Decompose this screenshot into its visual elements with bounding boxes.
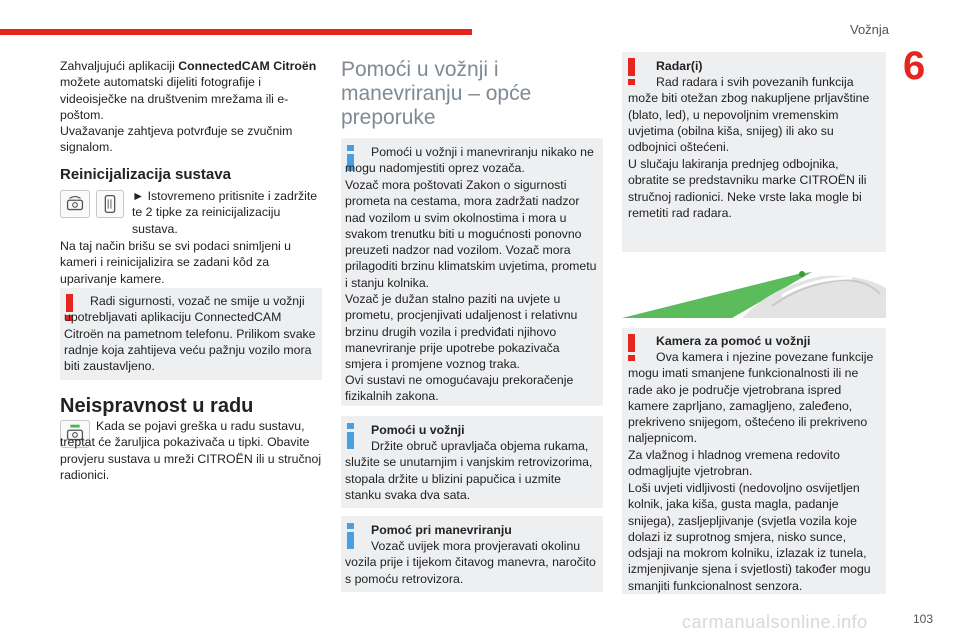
info1-body-3: Ovi sustavi ne omogućavaju prekoračenje fizikalnih zakona. [345,373,574,404]
reset-step-1 [132,188,322,237]
mirror-button-icon [96,190,124,218]
radar-text: Rad radara i svih povezanih funkcija može biti otežan zbog nakupljene prljavštine (blato, led), u nepovoljnim vremenskim uvjetima (obilna kiša, snijeg) ili ako su odbojnici oštećeni. [628,75,870,155]
radar-title: Radar(i) [656,59,703,73]
intro-text: Zahvaljujući aplikaciji [60,59,179,73]
warning-box [60,288,322,380]
radar-text-2: U slučaju lakiranja prednjeg odbojnika, obratite se predstavniku marke CITROËN ili stručnoj radionici. Neke vrste laka mogle bi remetiti rad radara. [628,157,867,220]
camera-text-2: Za vlažnog i hladnog vremena redovito odmagljujte vjetrobran. [628,448,840,479]
info3-title: Pomoć pri manevriranju [371,523,512,537]
car-windscreen-camera-illustration [622,266,886,318]
camera-text-3: Loši uvjeti vidljivosti (nedovoljno osvijetljen kolnik, jaka kiša, gusta magla, padanje snijega), zasljepljivanje (svjetla vozila koje dolazi iz suprotnog smjera, nisko sunce, odsjaji na mokrom kolniku, izlazak iz tunela, izmjenjivanje sjena i svjetlosti) također mogu smanjiti funkcionalnost senzora. [628,481,871,593]
info1-body: Vozač mora poštovati Zakon o sigurnosti prometa na cestama, mora zadržati nadzor nad vozilom u svim okolnostima i mora u svakom trenutku biti u mogućnosti ponovno preuzeti nadzor nad vozilom. Vozač mora prilagoditi brzinu klimatskim uvjetima, prometu i stanju kolnika. [345,178,597,290]
fault-text: Kada se pojavi greška u radu sustavu, treptat će žaruljica pokazivača u tipki. Obavite provjeru sustava u mreži CITROËN ili u stručnoj radionici. [60,419,322,482]
info2-title: Pomoći u vožnji [371,423,465,437]
reset-heading: Reinicijalizacija sustava [60,166,231,183]
page-number: 103 [913,612,934,626]
camera-button-icon [60,190,90,218]
info3-text: Vozač uvijek mora provjeravati okolinu vozila prije i tijekom čitavog manevra, naročito s pomoću retrovizora. [345,539,596,586]
camera-title: Kamera za pomoć u vožnji [656,334,811,348]
section-title: Vožnja [850,22,890,37]
intro-text-cont: možete automatski dijeliti fotografije i videoisječke na društvenim mrežama ili e-poštom. [60,75,289,122]
app-name: ConnectedCAM Citroën [178,59,317,73]
camera-text: Ova kamera i njezine povezane funkcije mogu imati smanjene funkcionalnosti ili ne rade ako je područje vjetrobrana ispred kamere zaprljano, zamagljeno, zaleđeno, prekriveno snijegom, oštećeno ili prekriveno naljepnicom. [628,350,874,446]
intro-paragraph [60,58,322,156]
top-accent-bar [0,29,472,35]
main-section-title: Pomoći u vožnji i manevriranju – opće preporuke [341,58,532,129]
info1-body-2: Vozač je dužan stalno paziti na uvjete u prometu, procjenjivati udaljenost i relativnu brzinu drugih vozila i predviđati njihovo manevriranje prije upotrebe pokazivača smjera i promjene voznog traka. [345,292,578,372]
warning-text: Radi sigurnosti, vozač ne smije u vožnji upotrebljavati aplikaciju ConnectedCAM Citroën na pametnom telefonu. Prilikom svake radnje koja zahtijeva veću pažnju vozilo mora biti zaustavljeno. [64,294,316,374]
info-box-driving [341,416,603,508]
intro-line-2: Uvažavanje zahtjeva potvrđuje se zvučnim signalom. [60,124,293,155]
fault-heading: Neispravnost u radu [60,395,254,417]
reset-step-text: ► Istovremeno pritisnite i zadržite te 2 tipke za reinicijalizaciju sustava. [132,189,318,236]
info1-lead: Pomoći u vožnji i manevriranju nikako ne mogu nadomjestiti oprez vozača. [345,145,594,176]
info2-text: Držite obruč upravljača objema rukama, služite se unutarnjim i vanjskim retrovizorima, stopala držite u blizini papučica i uzmite stanku svaka dva sata. [345,439,593,502]
warning-box-camera [622,328,886,594]
info-box-manoeuvre [341,516,603,592]
reset-note: Na taj način brišu se svi podaci snimljeni u kameri i reinicijalizira se zadani kôd za uparivanje kamere. [60,239,292,286]
warning-box-radar [622,52,886,252]
watermark: carmanualsonline.info [682,612,868,632]
chapter-number: 6 [903,44,926,88]
info-box-general [341,138,603,406]
